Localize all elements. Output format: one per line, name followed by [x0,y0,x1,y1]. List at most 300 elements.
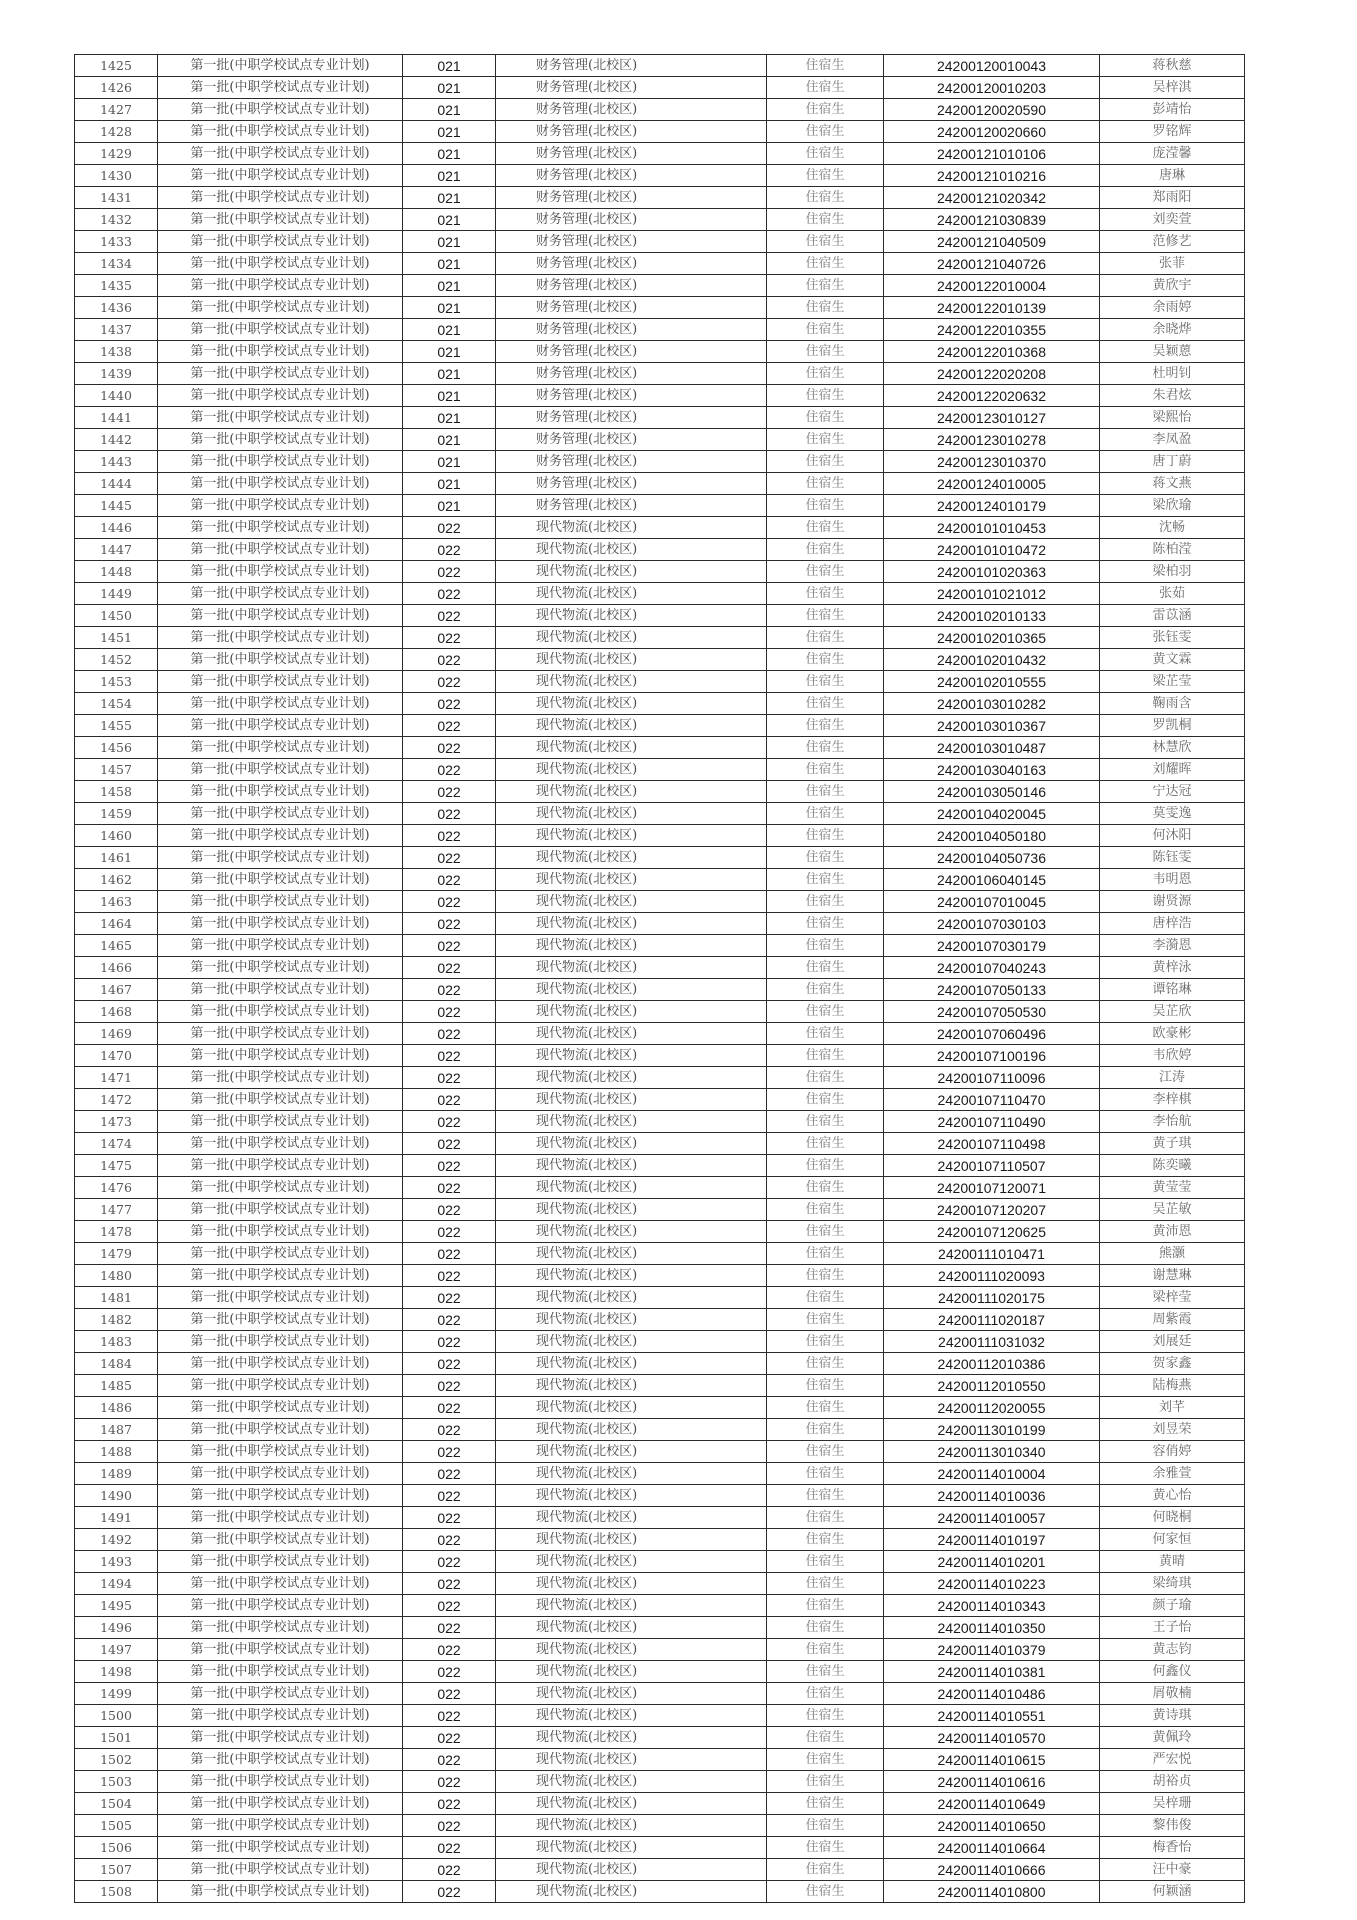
batch-cell: 第一批(中职学校试点专业计划) [158,1639,403,1661]
candidate-id-cell: 24200107120625 [884,1221,1100,1243]
student-name-cell: 韦欣婷 [1100,1045,1245,1067]
major-code-cell: 022 [403,715,496,737]
major-name-cell: 现代物流(北校区) [496,1485,767,1507]
major-code-cell: 021 [403,451,496,473]
major-name-cell: 现代物流(北校区) [496,605,767,627]
major-name-cell: 现代物流(北校区) [496,1111,767,1133]
candidate-id-cell: 24200114010650 [884,1815,1100,1837]
table-row [75,605,1245,627]
candidate-id-cell: 24200124010179 [884,495,1100,517]
batch-cell: 第一批(中职学校试点专业计划) [158,781,403,803]
student-name-cell: 陈奕曦 [1100,1155,1245,1177]
boarding-status-cell: 住宿生 [767,1045,884,1067]
major-name-cell: 现代物流(北校区) [496,1639,767,1661]
major-name-cell: 财务管理(北校区) [496,187,767,209]
candidate-id-cell: 24200102010133 [884,605,1100,627]
table-row [75,99,1245,121]
major-code-cell: 021 [403,143,496,165]
batch-cell: 第一批(中职学校试点专业计划) [158,583,403,605]
batch-cell: 第一批(中职学校试点专业计划) [158,869,403,891]
student-name-cell: 沈畅 [1100,517,1245,539]
candidate-id-cell: 24200121040509 [884,231,1100,253]
table-row [75,121,1245,143]
batch-cell: 第一批(中职学校试点专业计划) [158,1573,403,1595]
candidate-id-cell: 24200114010570 [884,1727,1100,1749]
major-code-cell: 022 [403,1111,496,1133]
candidate-id-cell: 24200120020660 [884,121,1100,143]
student-name-cell: 梁梓莹 [1100,1287,1245,1309]
batch-cell: 第一批(中职学校试点专业计划) [158,1089,403,1111]
candidate-id-cell: 24200111031032 [884,1331,1100,1353]
student-name-cell: 雷苡涵 [1100,605,1245,627]
major-name-cell: 财务管理(北校区) [496,55,767,77]
serial-number-cell: 1441 [75,407,158,429]
boarding-status-cell: 住宿生 [767,671,884,693]
major-code-cell: 022 [403,891,496,913]
batch-cell: 第一批(中职学校试点专业计划) [158,121,403,143]
student-name-cell: 黄梓泳 [1100,957,1245,979]
boarding-status-cell: 住宿生 [767,363,884,385]
student-name-cell: 黄佩玲 [1100,1727,1245,1749]
batch-cell: 第一批(中职学校试点专业计划) [158,319,403,341]
table-row [75,1815,1245,1837]
major-code-cell: 022 [403,1595,496,1617]
table-row [75,1771,1245,1793]
batch-cell: 第一批(中职学校试点专业计划) [158,253,403,275]
serial-number-cell: 1496 [75,1617,158,1639]
major-code-cell: 022 [403,1485,496,1507]
serial-number-cell: 1462 [75,869,158,891]
batch-cell: 第一批(中职学校试点专业计划) [158,1815,403,1837]
major-name-cell: 现代物流(北校区) [496,1771,767,1793]
table-row [75,1419,1245,1441]
major-name-cell: 现代物流(北校区) [496,627,767,649]
student-name-cell: 梁芷莹 [1100,671,1245,693]
candidate-id-cell: 24200123010370 [884,451,1100,473]
table-row [75,385,1245,407]
table-row [75,1243,1245,1265]
boarding-status-cell: 住宿生 [767,1815,884,1837]
serial-number-cell: 1472 [75,1089,158,1111]
boarding-status-cell: 住宿生 [767,209,884,231]
table-row [75,671,1245,693]
student-name-cell: 蒋文燕 [1100,473,1245,495]
student-name-cell: 容俏婷 [1100,1441,1245,1463]
boarding-status-cell: 住宿生 [767,1155,884,1177]
batch-cell: 第一批(中职学校试点专业计划) [158,715,403,737]
candidate-id-cell: 24200104020045 [884,803,1100,825]
major-name-cell: 现代物流(北校区) [496,825,767,847]
serial-number-cell: 1460 [75,825,158,847]
major-name-cell: 现代物流(北校区) [496,539,767,561]
major-code-cell: 022 [403,627,496,649]
boarding-status-cell: 住宿生 [767,605,884,627]
candidate-id-cell: 24200107110507 [884,1155,1100,1177]
batch-cell: 第一批(中职学校试点专业计划) [158,1529,403,1551]
table-row [75,1705,1245,1727]
major-name-cell: 现代物流(北校区) [496,913,767,935]
table-row [75,825,1245,847]
major-name-cell: 现代物流(北校区) [496,1199,767,1221]
batch-cell: 第一批(中职学校试点专业计划) [158,979,403,1001]
major-code-cell: 022 [403,1661,496,1683]
serial-number-cell: 1489 [75,1463,158,1485]
table-row [75,187,1245,209]
batch-cell: 第一批(中职学校试点专业计划) [158,935,403,957]
candidate-id-cell: 24200107060496 [884,1023,1100,1045]
major-name-cell: 现代物流(北校区) [496,935,767,957]
student-name-cell: 梁柏羽 [1100,561,1245,583]
table-row [75,1573,1245,1595]
table-row [75,627,1245,649]
major-name-cell: 财务管理(北校区) [496,209,767,231]
major-name-cell: 现代物流(北校区) [496,869,767,891]
boarding-status-cell: 住宿生 [767,1595,884,1617]
student-name-cell: 余雅萱 [1100,1463,1245,1485]
batch-cell: 第一批(中职学校试点专业计划) [158,891,403,913]
boarding-status-cell: 住宿生 [767,429,884,451]
major-code-cell: 022 [403,1881,496,1903]
candidate-id-cell: 24200122010368 [884,341,1100,363]
candidate-id-cell: 24200121020342 [884,187,1100,209]
table-row [75,231,1245,253]
serial-number-cell: 1503 [75,1771,158,1793]
boarding-status-cell: 住宿生 [767,715,884,737]
serial-number-cell: 1458 [75,781,158,803]
boarding-status-cell: 住宿生 [767,187,884,209]
candidate-id-cell: 24200104050736 [884,847,1100,869]
student-name-cell: 江涛 [1100,1067,1245,1089]
serial-number-cell: 1508 [75,1881,158,1903]
student-name-cell: 谢慧琳 [1100,1265,1245,1287]
student-name-cell: 何鑫仪 [1100,1661,1245,1683]
table-row [75,165,1245,187]
serial-number-cell: 1436 [75,297,158,319]
serial-number-cell: 1479 [75,1243,158,1265]
major-code-cell: 022 [403,1309,496,1331]
batch-cell: 第一批(中职学校试点专业计划) [158,209,403,231]
major-name-cell: 现代物流(北校区) [496,1507,767,1529]
major-code-cell: 021 [403,319,496,341]
candidate-id-cell: 24200103010282 [884,693,1100,715]
student-name-cell: 何颖涵 [1100,1881,1245,1903]
table-row [75,1375,1245,1397]
student-name-cell: 张菲 [1100,253,1245,275]
candidate-id-cell: 24200120010203 [884,77,1100,99]
candidate-id-cell: 24200114010664 [884,1837,1100,1859]
candidate-id-cell: 24200101010472 [884,539,1100,561]
student-name-cell: 周紫霞 [1100,1309,1245,1331]
candidate-id-cell: 24200107120207 [884,1199,1100,1221]
major-name-cell: 现代物流(北校区) [496,1419,767,1441]
table-row [75,1265,1245,1287]
major-code-cell: 022 [403,539,496,561]
batch-cell: 第一批(中职学校试点专业计划) [158,1837,403,1859]
candidate-id-cell: 24200120020590 [884,99,1100,121]
batch-cell: 第一批(中职学校试点专业计划) [158,957,403,979]
serial-number-cell: 1433 [75,231,158,253]
serial-number-cell: 1476 [75,1177,158,1199]
serial-number-cell: 1463 [75,891,158,913]
batch-cell: 第一批(中职学校试点专业计划) [158,495,403,517]
serial-number-cell: 1435 [75,275,158,297]
student-name-cell: 黎伟俊 [1100,1815,1245,1837]
boarding-status-cell: 住宿生 [767,1793,884,1815]
table-row [75,1727,1245,1749]
candidate-id-cell: 24200101010453 [884,517,1100,539]
boarding-status-cell: 住宿生 [767,77,884,99]
serial-number-cell: 1466 [75,957,158,979]
major-name-cell: 现代物流(北校区) [496,891,767,913]
boarding-status-cell: 住宿生 [767,825,884,847]
serial-number-cell: 1474 [75,1133,158,1155]
major-code-cell: 021 [403,275,496,297]
table-row [75,1485,1245,1507]
table-row [75,715,1245,737]
major-name-cell: 财务管理(北校区) [496,275,767,297]
student-name-cell: 刘昱荣 [1100,1419,1245,1441]
boarding-status-cell: 住宿生 [767,1023,884,1045]
batch-cell: 第一批(中职学校试点专业计划) [158,1771,403,1793]
serial-number-cell: 1464 [75,913,158,935]
serial-number-cell: 1484 [75,1353,158,1375]
table-row [75,539,1245,561]
major-name-cell: 现代物流(北校区) [496,1397,767,1419]
table-row [75,737,1245,759]
boarding-status-cell: 住宿生 [767,99,884,121]
serial-number-cell: 1473 [75,1111,158,1133]
serial-number-cell: 1432 [75,209,158,231]
batch-cell: 第一批(中职学校试点专业计划) [158,429,403,451]
candidate-id-cell: 24200107010045 [884,891,1100,913]
major-name-cell: 财务管理(北校区) [496,99,767,121]
major-code-cell: 022 [403,825,496,847]
candidate-id-cell: 24200107120071 [884,1177,1100,1199]
candidate-id-cell: 24200123010127 [884,407,1100,429]
major-name-cell: 财务管理(北校区) [496,253,767,275]
major-name-cell: 财务管理(北校区) [496,407,767,429]
table-row [75,517,1245,539]
major-code-cell: 022 [403,1551,496,1573]
major-name-cell: 现代物流(北校区) [496,1089,767,1111]
boarding-status-cell: 住宿生 [767,1199,884,1221]
major-code-cell: 021 [403,473,496,495]
student-name-cell: 梁熙怡 [1100,407,1245,429]
major-code-cell: 022 [403,935,496,957]
major-name-cell: 现代物流(北校区) [496,1793,767,1815]
serial-number-cell: 1490 [75,1485,158,1507]
serial-number-cell: 1481 [75,1287,158,1309]
table-row [75,869,1245,891]
batch-cell: 第一批(中职学校试点专业计划) [158,1111,403,1133]
major-name-cell: 现代物流(北校区) [496,1309,767,1331]
major-name-cell: 现代物流(北校区) [496,979,767,1001]
serial-number-cell: 1502 [75,1749,158,1771]
batch-cell: 第一批(中职学校试点专业计划) [158,187,403,209]
boarding-status-cell: 住宿生 [767,341,884,363]
student-name-cell: 李凤盈 [1100,429,1245,451]
major-name-cell: 财务管理(北校区) [496,231,767,253]
candidate-id-cell: 24200114010381 [884,1661,1100,1683]
table-row [75,1067,1245,1089]
boarding-status-cell: 住宿生 [767,1353,884,1375]
student-name-cell: 何晓桐 [1100,1507,1245,1529]
major-code-cell: 022 [403,1419,496,1441]
batch-cell: 第一批(中职学校试点专业计划) [158,1595,403,1617]
table-row [75,1221,1245,1243]
student-name-cell: 罗铭辉 [1100,121,1245,143]
boarding-status-cell: 住宿生 [767,1529,884,1551]
major-name-cell: 现代物流(北校区) [496,1441,767,1463]
boarding-status-cell: 住宿生 [767,253,884,275]
serial-number-cell: 1475 [75,1155,158,1177]
boarding-status-cell: 住宿生 [767,517,884,539]
batch-cell: 第一批(中职学校试点专业计划) [158,451,403,473]
batch-cell: 第一批(中职学校试点专业计划) [158,1023,403,1045]
student-name-cell: 梁绮琪 [1100,1573,1245,1595]
table-row [75,913,1245,935]
student-name-cell: 唐琳 [1100,165,1245,187]
major-code-cell: 021 [403,429,496,451]
serial-number-cell: 1429 [75,143,158,165]
student-name-cell: 黄莹莹 [1100,1177,1245,1199]
batch-cell: 第一批(中职学校试点专业计划) [158,847,403,869]
major-name-cell: 现代物流(北校区) [496,1705,767,1727]
boarding-status-cell: 住宿生 [767,407,884,429]
batch-cell: 第一批(中职学校试点专业计划) [158,385,403,407]
serial-number-cell: 1482 [75,1309,158,1331]
candidate-id-cell: 24200121040726 [884,253,1100,275]
student-name-cell: 欧豪彬 [1100,1023,1245,1045]
serial-number-cell: 1465 [75,935,158,957]
candidate-id-cell: 24200102010555 [884,671,1100,693]
student-name-cell: 李梓棋 [1100,1089,1245,1111]
candidate-id-cell: 24200104050180 [884,825,1100,847]
batch-cell: 第一批(中职学校试点专业计划) [158,275,403,297]
serial-number-cell: 1453 [75,671,158,693]
serial-number-cell: 1497 [75,1639,158,1661]
candidate-id-cell: 24200122020632 [884,385,1100,407]
student-name-cell: 鞠雨含 [1100,693,1245,715]
boarding-status-cell: 住宿生 [767,1089,884,1111]
batch-cell: 第一批(中职学校试点专业计划) [158,1331,403,1353]
major-code-cell: 022 [403,1375,496,1397]
boarding-status-cell: 住宿生 [767,1705,884,1727]
major-name-cell: 财务管理(北校区) [496,495,767,517]
major-code-cell: 022 [403,649,496,671]
candidate-id-cell: 24200107040243 [884,957,1100,979]
candidate-id-cell: 24200107100196 [884,1045,1100,1067]
serial-number-cell: 1437 [75,319,158,341]
serial-number-cell: 1495 [75,1595,158,1617]
student-name-cell: 刘耀晖 [1100,759,1245,781]
serial-number-cell: 1470 [75,1045,158,1067]
major-code-cell: 022 [403,1727,496,1749]
student-name-cell: 郑雨阳 [1100,187,1245,209]
student-name-cell: 莫雯逸 [1100,803,1245,825]
major-name-cell: 现代物流(北校区) [496,1331,767,1353]
serial-number-cell: 1487 [75,1419,158,1441]
batch-cell: 第一批(中职学校试点专业计划) [158,1661,403,1683]
table-row [75,275,1245,297]
serial-number-cell: 1493 [75,1551,158,1573]
student-name-cell: 张钰雯 [1100,627,1245,649]
boarding-status-cell: 住宿生 [767,583,884,605]
major-code-cell: 022 [403,1265,496,1287]
student-name-cell: 余雨婷 [1100,297,1245,319]
major-name-cell: 财务管理(北校区) [496,121,767,143]
major-name-cell: 财务管理(北校区) [496,143,767,165]
batch-cell: 第一批(中职学校试点专业计划) [158,1507,403,1529]
serial-number-cell: 1442 [75,429,158,451]
batch-cell: 第一批(中职学校试点专业计划) [158,1045,403,1067]
serial-number-cell: 1425 [75,55,158,77]
boarding-status-cell: 住宿生 [767,1881,884,1903]
table-row [75,891,1245,913]
major-code-cell: 022 [403,1133,496,1155]
student-name-cell: 刘芊 [1100,1397,1245,1419]
serial-number-cell: 1504 [75,1793,158,1815]
candidate-id-cell: 24200114010616 [884,1771,1100,1793]
batch-cell: 第一批(中职学校试点专业计划) [158,99,403,121]
batch-cell: 第一批(中职学校试点专业计划) [158,539,403,561]
serial-number-cell: 1428 [75,121,158,143]
batch-cell: 第一批(中职学校试点专业计划) [158,1617,403,1639]
major-code-cell: 022 [403,517,496,539]
major-name-cell: 现代物流(北校区) [496,803,767,825]
candidate-id-cell: 24200107030103 [884,913,1100,935]
batch-cell: 第一批(中职学校试点专业计划) [158,671,403,693]
student-name-cell: 黄诗琪 [1100,1705,1245,1727]
serial-number-cell: 1446 [75,517,158,539]
major-name-cell: 现代物流(北校区) [496,737,767,759]
batch-cell: 第一批(中职学校试点专业计划) [158,759,403,781]
table-body [75,55,1245,1903]
table-row [75,55,1245,77]
student-name-cell: 黄文霖 [1100,649,1245,671]
boarding-status-cell: 住宿生 [767,385,884,407]
boarding-status-cell: 住宿生 [767,1243,884,1265]
major-name-cell: 财务管理(北校区) [496,165,767,187]
boarding-status-cell: 住宿生 [767,1661,884,1683]
major-code-cell: 022 [403,803,496,825]
batch-cell: 第一批(中职学校试点专业计划) [158,1441,403,1463]
student-name-cell: 吴颖蒽 [1100,341,1245,363]
candidate-id-cell: 24200122010355 [884,319,1100,341]
student-name-cell: 黄志钧 [1100,1639,1245,1661]
serial-number-cell: 1455 [75,715,158,737]
admission-list-table [74,54,1245,1903]
serial-number-cell: 1439 [75,363,158,385]
major-code-cell: 021 [403,297,496,319]
table-row [75,341,1245,363]
boarding-status-cell: 住宿生 [767,913,884,935]
major-code-cell: 021 [403,77,496,99]
batch-cell: 第一批(中职学校试点专业计划) [158,1881,403,1903]
student-name-cell: 胡裕贞 [1100,1771,1245,1793]
major-name-cell: 现代物流(北校区) [496,1243,767,1265]
candidate-id-cell: 24200111010471 [884,1243,1100,1265]
major-code-cell: 022 [403,1331,496,1353]
boarding-status-cell: 住宿生 [767,165,884,187]
batch-cell: 第一批(中职学校试点专业计划) [158,803,403,825]
student-name-cell: 林慧欣 [1100,737,1245,759]
serial-number-cell: 1478 [75,1221,158,1243]
table-row [75,935,1245,957]
candidate-id-cell: 24200114010486 [884,1683,1100,1705]
boarding-status-cell: 住宿生 [767,1573,884,1595]
serial-number-cell: 1459 [75,803,158,825]
